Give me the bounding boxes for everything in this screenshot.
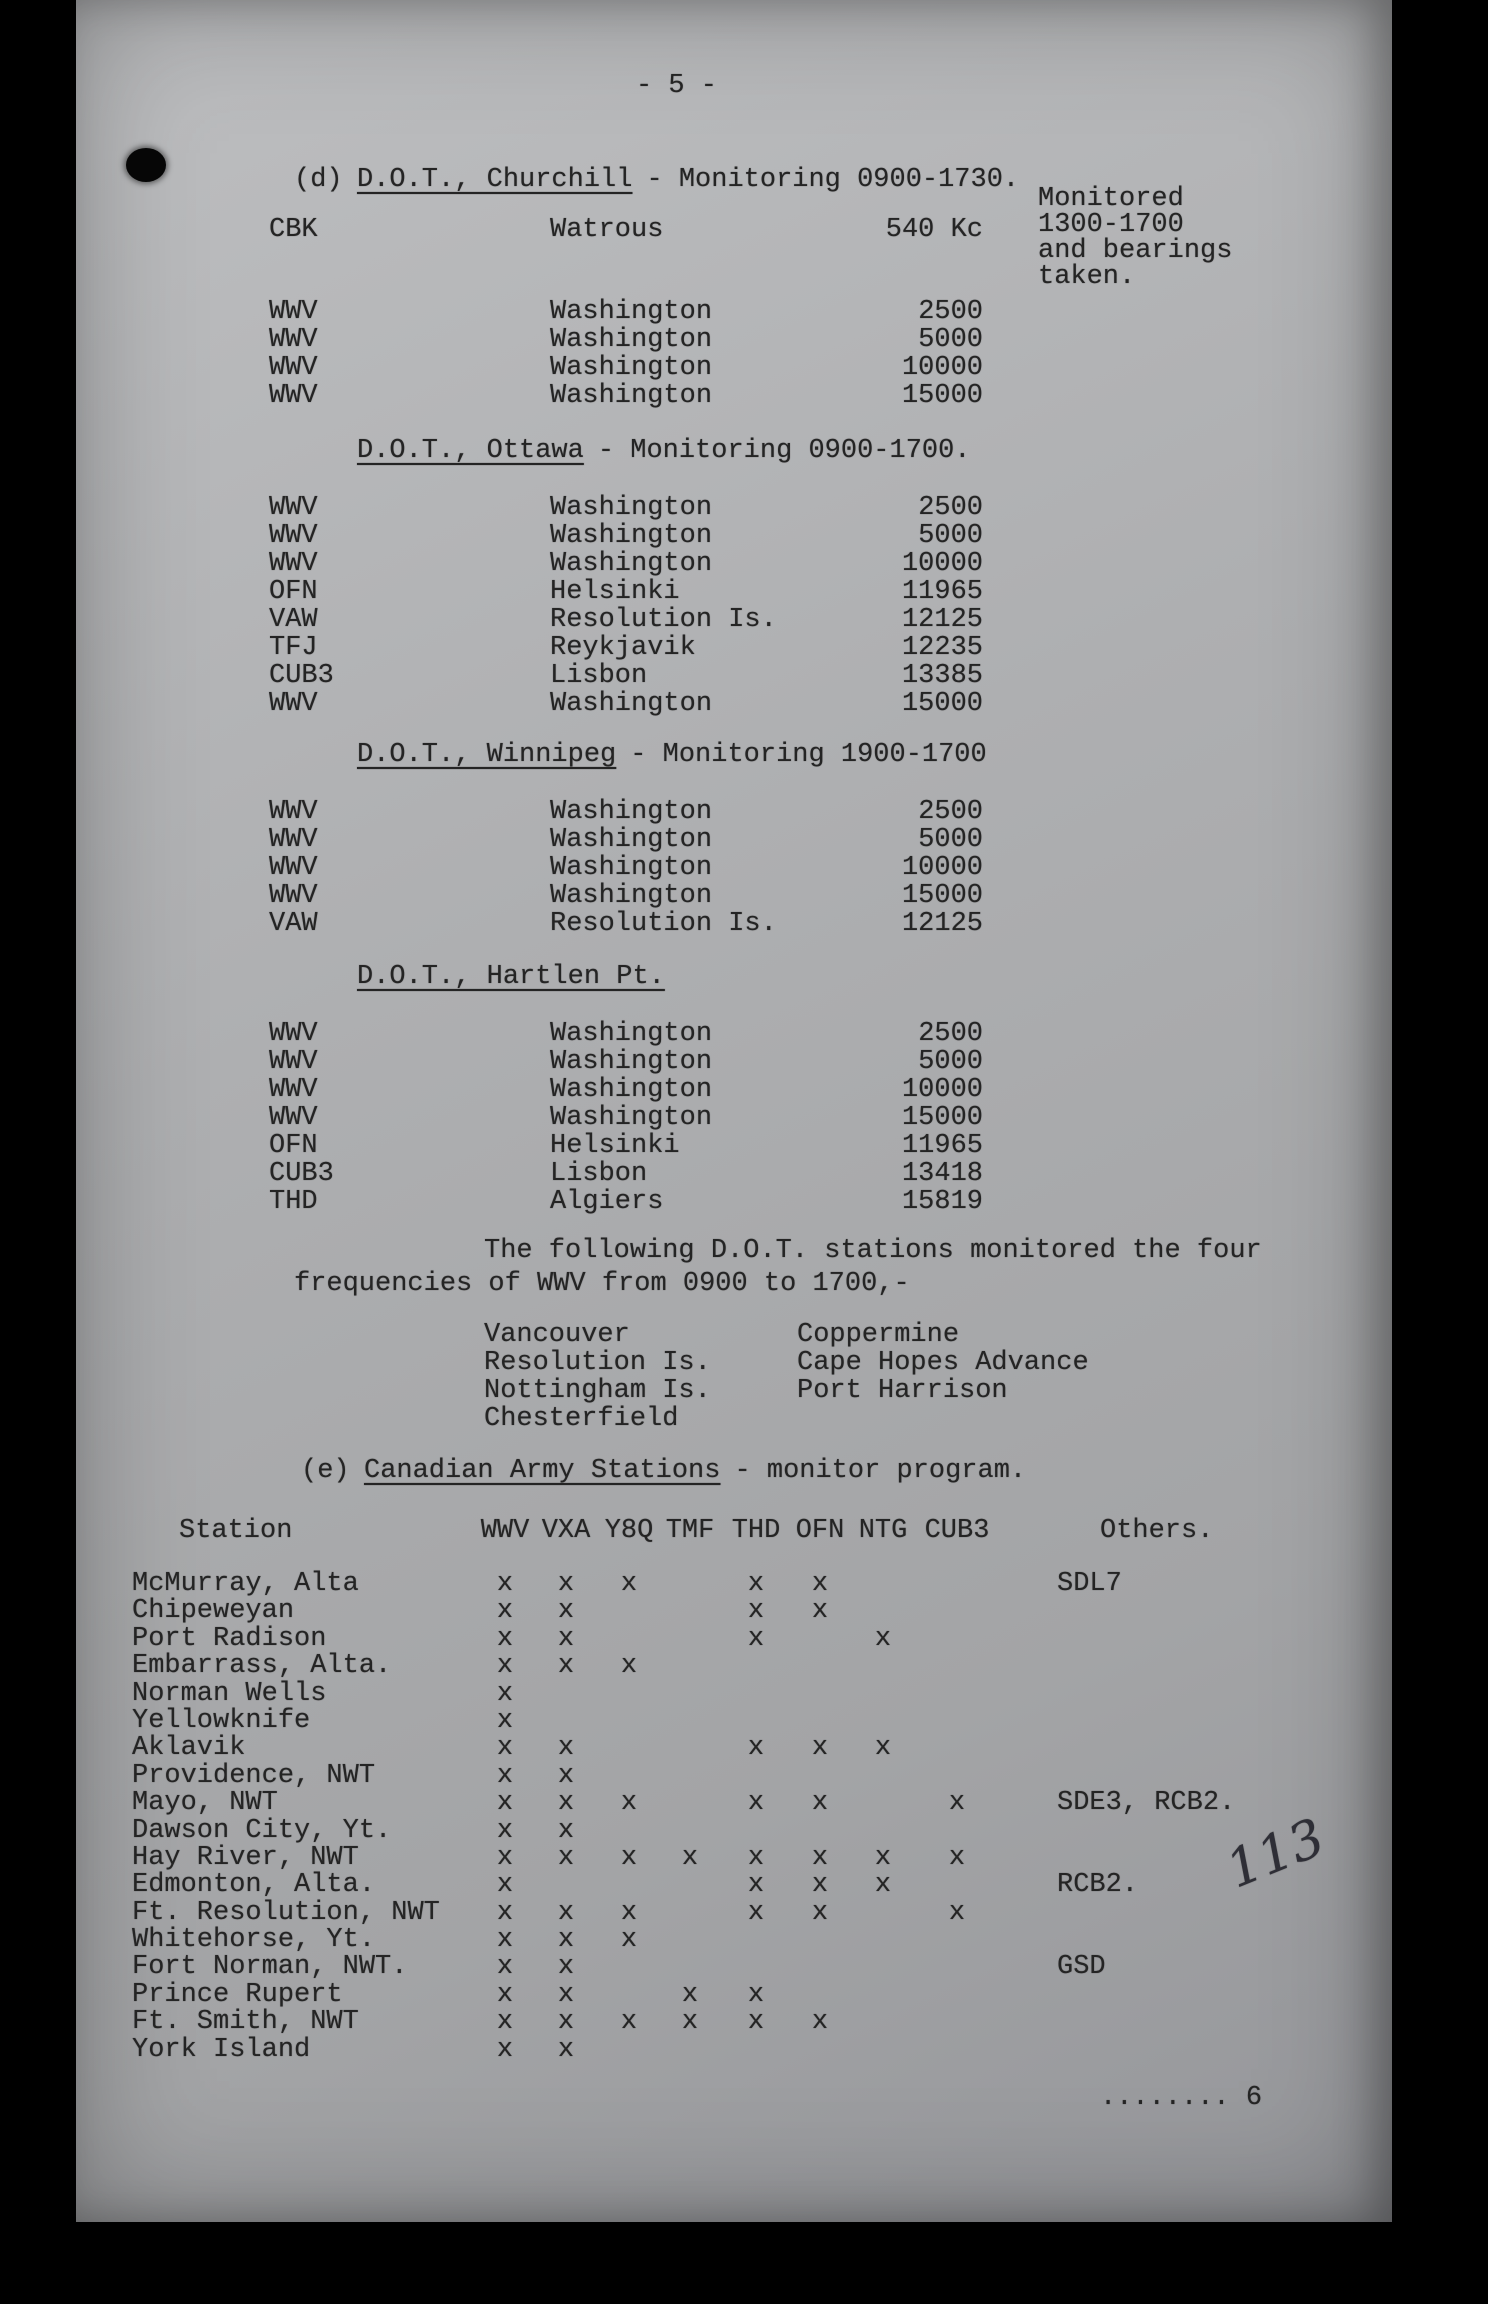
wwv-stations-right-column (797, 1321, 1089, 1405)
call-sign: TFJ (269, 633, 318, 663)
station-location: Washington (550, 825, 713, 855)
station-name: Edmonton, Alta. (132, 1870, 376, 1901)
station-name: Ft. Smith, NWT (132, 2007, 359, 2038)
monitor-mark-vxa: x (557, 1569, 575, 1599)
others-value: GSD (1057, 1952, 1106, 1983)
monitor-mark-cub3: x (948, 1788, 966, 1819)
ottawa-rows (269, 494, 983, 718)
station-name: McMurray, Alta (132, 1569, 359, 1599)
monitor-mark-wwv: x (496, 1733, 514, 1764)
monitoring-row (269, 522, 983, 550)
others-value: SDE3, RCB2. (1057, 1788, 1236, 1819)
monitor-mark-vxa: x (557, 1897, 575, 1928)
monitor-mark-vxa: x (557, 2007, 575, 2038)
frequency-kc: 2500 (918, 297, 983, 327)
frequency-kc: 12125 (901, 909, 983, 939)
station-name: Port Radison (132, 1623, 327, 1654)
frequency-kc: 11965 (901, 1131, 983, 1161)
station-location: Washington (550, 853, 713, 883)
monitor-mark-vxa: x (557, 1651, 575, 1682)
monitoring-row (269, 1020, 983, 1048)
section-subtitle: - monitor program. (734, 1456, 1027, 1486)
section-title: D.O.T., Hartlen Pt. (357, 962, 665, 992)
station-location: Washington (550, 797, 713, 827)
station-location: Washington (550, 1019, 713, 1049)
monitor-mark-wwv: x (496, 1569, 514, 1599)
call-sign: WWV (269, 493, 318, 523)
column-header-ntg: NTG (858, 1516, 908, 1546)
monitor-mark-wwv: x (496, 1760, 514, 1791)
monitor-mark-ofn: x (811, 1596, 829, 1627)
call-sign: THD (269, 1187, 318, 1217)
section-heading-ottawa (357, 437, 971, 465)
army-station-row (76, 1596, 1392, 1627)
monitoring-row (269, 634, 983, 662)
monitoring-row (269, 1104, 983, 1132)
monitor-mark-vxa: x (557, 1733, 575, 1764)
monitor-mark-vxa: x (557, 1979, 575, 2010)
station-name: Prince Rupert (132, 1979, 343, 2010)
monitoring-row (269, 826, 983, 854)
section-title: D.O.T., Churchill (357, 165, 633, 195)
call-sign: OFN (269, 1131, 318, 1161)
call-sign: WWV (269, 521, 318, 551)
monitor-mark-ntg: x (874, 1870, 892, 1901)
monitor-mark-cub3: x (948, 1897, 966, 1928)
monitor-mark-vxa: x (557, 1760, 575, 1791)
frequency-kc: 15000 (901, 1103, 983, 1133)
monitoring-row (269, 854, 983, 882)
monitoring-row (269, 298, 983, 326)
frequency-kc: 5000 (918, 521, 983, 551)
monitor-mark-ofn: x (811, 1569, 829, 1599)
monitoring-row (269, 382, 983, 410)
frequency-kc: 15000 (901, 381, 983, 411)
continuation-marker: ........ 6 (1100, 2083, 1263, 2113)
monitoring-row (269, 326, 983, 354)
monitoring-row (269, 578, 983, 606)
station-location: Lisbon (550, 661, 648, 691)
hartlen-rows (269, 1020, 983, 1216)
call-sign: WWV (269, 853, 318, 883)
call-sign: WWV (269, 297, 318, 327)
station-name: Aklavik (132, 1733, 246, 1764)
frequency-kc: 5000 (918, 1047, 983, 1077)
column-header-y8q: Y8Q (604, 1516, 654, 1546)
army-station-row (76, 1952, 1392, 1983)
monitor-mark-tmf: x (681, 2007, 699, 2038)
column-header-others: Others. (1100, 1516, 1214, 1546)
station-location: Washington (550, 689, 713, 719)
station-location: Washington (550, 1075, 713, 1105)
monitor-mark-wwv: x (496, 1842, 514, 1873)
frequency-kc: 2500 (918, 1019, 983, 1049)
note-line: Monitored (1038, 184, 1184, 214)
station-location: Washington (550, 521, 713, 551)
call-sign: WWV (269, 549, 318, 579)
station-name: Hay River, NWT (132, 1842, 359, 1873)
station-name: Ft. Resolution, NWT (132, 1897, 440, 1928)
monitor-mark-y8q: x (620, 1788, 638, 1819)
call-sign: WWV (269, 1075, 318, 1105)
monitoring-row (269, 882, 983, 910)
column-header-station: Station (179, 1516, 293, 1546)
monitor-mark-wwv: x (496, 1623, 514, 1654)
section-heading-hartlen (357, 963, 679, 991)
others-value: RCB2. (1057, 1870, 1139, 1901)
army-monitor-table (76, 1570, 1392, 2063)
frequency-kc: 2500 (918, 797, 983, 827)
frequency-kc: 5000 (918, 825, 983, 855)
station-location: Resolution Is. (550, 909, 777, 939)
monitor-mark-wwv: x (496, 1870, 514, 1901)
column-header-wwv: WWV (480, 1516, 530, 1546)
wwv-station-name: Port Harrison (797, 1376, 1008, 1406)
monitor-mark-ofn: x (811, 2007, 829, 2038)
monitoring-row (269, 606, 983, 634)
call-sign: WWV (269, 1047, 318, 1077)
station-name: Dawson City, Yt. (132, 1815, 392, 1846)
wwv-station-name: Resolution Is. (484, 1348, 711, 1378)
monitor-mark-ntg: x (874, 1623, 892, 1654)
section-title: D.O.T., Winnipeg (357, 740, 617, 770)
note-line: and bearings (1038, 236, 1233, 266)
call-sign: CUB3 (269, 1159, 334, 1189)
army-station-row (76, 1788, 1392, 1819)
monitor-mark-wwv: x (496, 1815, 514, 1846)
monitor-mark-thd: x (747, 1733, 765, 1764)
army-station-row (76, 1733, 1392, 1764)
section-subtitle: - Monitoring 0900-1730. (646, 165, 1020, 195)
monitor-mark-vxa: x (557, 1623, 575, 1654)
section-heading-churchill (294, 166, 1019, 194)
monitoring-row (269, 354, 983, 382)
monitor-mark-thd: x (747, 1596, 765, 1627)
monitor-mark-wwv: x (496, 1979, 514, 2010)
monitoring-row (269, 494, 983, 522)
monitoring-row (269, 662, 983, 690)
monitor-mark-thd: x (747, 2007, 765, 2038)
call-sign: WWV (269, 1019, 318, 1049)
monitoring-row (269, 1132, 983, 1160)
call-sign: CBK (269, 215, 318, 245)
monitor-mark-wwv: x (496, 1651, 514, 1682)
monitor-mark-ofn: x (811, 1788, 829, 1819)
station-location: Washington (550, 493, 713, 523)
monitor-mark-thd: x (747, 1842, 765, 1873)
frequency-kc: 10000 (901, 1075, 983, 1105)
station-location: Watrous (550, 215, 664, 245)
wwv-station-name: Nottingham Is. (484, 1376, 711, 1406)
others-value: SDL7 (1057, 1569, 1122, 1599)
monitor-mark-tmf: x (681, 1842, 699, 1873)
wwv-stations-left-column (484, 1321, 711, 1433)
monitor-mark-tmf: x (681, 1979, 699, 2010)
wwv-station-name: Coppermine (797, 1320, 960, 1350)
section-heading-winnipeg (357, 741, 987, 769)
station-name: Norman Wells (132, 1678, 327, 1709)
monitor-mark-y8q: x (620, 2007, 638, 2038)
call-sign: WWV (269, 381, 318, 411)
churchill-cbk-rows (269, 216, 983, 244)
monitor-mark-thd: x (747, 1623, 765, 1654)
monitor-mark-y8q: x (620, 1897, 638, 1928)
monitor-mark-thd: x (747, 1870, 765, 1901)
frequency-kc: 11965 (901, 577, 983, 607)
column-header-tmf: TMF (665, 1516, 715, 1546)
station-location: Helsinki (550, 1131, 680, 1161)
station-location: Washington (550, 325, 713, 355)
monitoring-row (269, 798, 983, 826)
army-station-row (76, 1817, 1392, 1844)
frequency-kc: 10000 (901, 549, 983, 579)
station-location: Resolution Is. (550, 605, 777, 635)
monitor-mark-vxa: x (557, 1815, 575, 1846)
monitor-mark-vxa: x (557, 2034, 575, 2065)
wwv-station-name: Cape Hopes Advance (797, 1348, 1089, 1378)
monitor-mark-vxa: x (557, 1788, 575, 1819)
hole-punch-mark (126, 148, 166, 182)
station-location: Reykjavik (550, 633, 696, 663)
call-sign: WWV (269, 325, 318, 355)
monitoring-row (269, 690, 983, 718)
monitor-mark-y8q: x (620, 1651, 638, 1682)
monitor-mark-wwv: x (496, 1678, 514, 1709)
section-subtitle: - Monitoring 0900-1700. (597, 436, 971, 466)
document-page (76, 0, 1392, 2222)
army-station-row (76, 1925, 1392, 1956)
churchill-rows (269, 298, 983, 410)
column-header-thd: THD (731, 1516, 781, 1546)
section-title: Canadian Army Stations (364, 1456, 721, 1486)
monitor-mark-wwv: x (496, 1925, 514, 1956)
army-table-header (76, 1517, 1392, 1547)
station-location: Helsinki (550, 577, 680, 607)
frequency-kc: 15000 (901, 881, 983, 911)
army-station-row (76, 1899, 1392, 1926)
army-station-row (76, 1680, 1392, 1707)
frequency-kc: 2500 (918, 493, 983, 523)
station-name: Providence, NWT (132, 1760, 376, 1791)
frequency-kc: 13385 (901, 661, 983, 691)
page-number: - 5 - (636, 71, 718, 101)
station-location: Lisbon (550, 1159, 648, 1189)
call-sign: VAW (269, 605, 318, 635)
monitor-mark-thd: x (747, 1569, 765, 1599)
station-location: Washington (550, 297, 713, 327)
paragraph-line: frequencies of WWV from 0900 to 1700,- (294, 1269, 910, 1299)
station-location: Washington (550, 881, 713, 911)
frequency-kc: 13418 (901, 1159, 983, 1189)
army-station-row (76, 1570, 1392, 1597)
paragraph-line: The following D.O.T. stations monitored the four (484, 1236, 1262, 1266)
section-letter: (d) (294, 165, 343, 195)
frequency-kc: 540 Kc (885, 215, 983, 245)
monitor-mark-ofn: x (811, 1897, 829, 1928)
frequency-kc: 15819 (901, 1187, 983, 1217)
monitoring-row (269, 550, 983, 578)
monitor-mark-wwv: x (496, 1788, 514, 1819)
monitor-mark-thd: x (747, 1897, 765, 1928)
army-station-row (76, 1844, 1392, 1871)
army-station-row (76, 1707, 1392, 1734)
station-location: Algiers (550, 1187, 664, 1217)
monitoring-row (269, 1048, 983, 1076)
winnipeg-rows (269, 798, 983, 938)
column-header-vxa: VXA (541, 1516, 591, 1546)
monitor-mark-ofn: x (811, 1842, 829, 1873)
army-station-row (76, 1870, 1392, 1901)
monitor-mark-vxa: x (557, 1925, 575, 1956)
monitoring-row (269, 216, 983, 244)
monitor-mark-vxa: x (557, 1842, 575, 1873)
note-line: 1300-1700 (1038, 210, 1184, 240)
monitor-mark-wwv: x (496, 1952, 514, 1983)
section-letter: (e) (301, 1456, 350, 1486)
army-station-row (76, 1981, 1392, 2008)
monitor-mark-thd: x (747, 1979, 765, 2010)
monitor-mark-wwv: x (496, 2007, 514, 2038)
frequency-kc: 12125 (901, 605, 983, 635)
note-line: taken. (1038, 262, 1136, 292)
monitor-mark-wwv: x (496, 1705, 514, 1736)
call-sign: WWV (269, 825, 318, 855)
monitor-mark-vxa: x (557, 1952, 575, 1983)
station-location: Washington (550, 381, 713, 411)
call-sign: WWV (269, 353, 318, 383)
monitor-mark-y8q: x (620, 1842, 638, 1873)
frequency-kc: 5000 (918, 325, 983, 355)
monitoring-row (269, 1188, 983, 1216)
frequency-kc: 10000 (901, 853, 983, 883)
call-sign: VAW (269, 909, 318, 939)
monitoring-row (269, 1160, 983, 1188)
call-sign: OFN (269, 577, 318, 607)
call-sign: WWV (269, 881, 318, 911)
section-subtitle: - Monitoring 1900-1700 (630, 740, 987, 770)
monitor-mark-ofn: x (811, 1733, 829, 1764)
army-station-row (76, 1625, 1392, 1652)
station-name: Fort Norman, NWT. (132, 1952, 408, 1983)
monitor-mark-ntg: x (874, 1842, 892, 1873)
frequency-kc: 15000 (901, 689, 983, 719)
monitor-mark-wwv: x (496, 1596, 514, 1627)
monitored-note (1038, 186, 1232, 290)
monitor-mark-y8q: x (620, 1569, 638, 1599)
column-header-cub3: CUB3 (924, 1516, 990, 1546)
monitor-mark-vxa: x (557, 1596, 575, 1627)
station-location: Washington (550, 353, 713, 383)
station-location: Washington (550, 549, 713, 579)
frequency-kc: 12235 (901, 633, 983, 663)
station-name: Mayo, NWT (132, 1788, 278, 1819)
handwritten-page-annotation: 113 (1218, 1807, 1333, 1901)
monitoring-row (269, 910, 983, 938)
station-name: Chipeweyan (132, 1596, 295, 1627)
army-station-row (76, 1651, 1392, 1682)
station-name: Whitehorse, Yt. (132, 1925, 376, 1956)
monitoring-row (269, 1076, 983, 1104)
wwv-station-name: Chesterfield (484, 1404, 679, 1434)
monitor-mark-cub3: x (948, 1842, 966, 1873)
call-sign: CUB3 (269, 661, 334, 691)
monitor-mark-wwv: x (496, 1897, 514, 1928)
section-title: D.O.T., Ottawa (357, 436, 584, 466)
wwv-station-name: Vancouver (484, 1320, 630, 1350)
monitor-mark-ofn: x (811, 1870, 829, 1901)
army-station-row (76, 1762, 1392, 1789)
army-station-row (76, 2036, 1392, 2063)
station-name: York Island (132, 2034, 311, 2065)
station-location: Washington (550, 1103, 713, 1133)
station-location: Washington (550, 1047, 713, 1077)
column-header-ofn: OFN (795, 1516, 845, 1546)
frequency-kc: 10000 (901, 353, 983, 383)
call-sign: WWV (269, 1103, 318, 1133)
monitor-mark-thd: x (747, 1788, 765, 1819)
station-name: Embarrass, Alta. (132, 1651, 392, 1682)
army-station-row (76, 2007, 1392, 2038)
section-heading-army (301, 1457, 1026, 1485)
monitor-mark-y8q: x (620, 1925, 638, 1956)
call-sign: WWV (269, 689, 318, 719)
call-sign: WWV (269, 797, 318, 827)
station-name: Yellowknife (132, 1705, 311, 1736)
monitor-mark-ntg: x (874, 1733, 892, 1764)
monitor-mark-wwv: x (496, 2034, 514, 2065)
